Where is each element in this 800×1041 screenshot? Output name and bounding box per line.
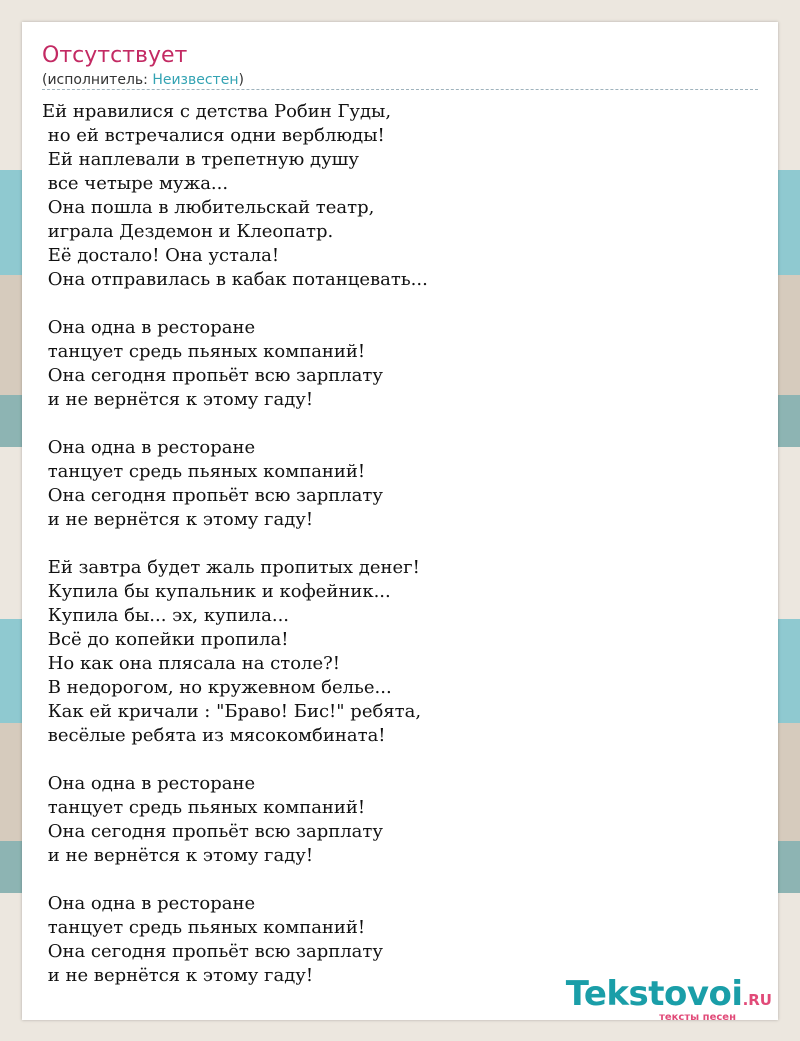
lyric-line: танцует средь пьяных компаний!	[42, 797, 366, 818]
lyric-line: Она отправилась в кабак потанцевать...	[42, 269, 428, 290]
lyric-line: Она одна в ресторане	[42, 437, 256, 458]
lyric-line: Но как она плясала на столе?!	[42, 653, 341, 674]
lyric-line: Как ей кричали : "Браво! Бис!" ребята,	[42, 701, 422, 722]
lyric-line: Она сегодня пропьёт всю зарплату	[42, 821, 383, 842]
song-title: Отсутствует	[42, 43, 188, 68]
lyric-line	[42, 412, 758, 436]
lyric-line	[42, 292, 758, 316]
lyric-line: весёлые ребята из мясокомбината!	[42, 725, 386, 746]
divider	[42, 89, 758, 90]
lyric-line: танцует средь пьяных компаний!	[42, 341, 366, 362]
lyric-line: Всё до копейки пропила!	[42, 629, 289, 650]
logo-tld: .RU	[742, 991, 772, 1009]
lyric-line: играла Дездемон и Клеопатр.	[42, 221, 334, 242]
lyrics-text	[42, 100, 758, 988]
artist-link[interactable]: Неизвестен	[152, 72, 239, 88]
site-logo[interactable]	[565, 974, 772, 1023]
lyric-line	[42, 748, 758, 772]
lyric-line: Она одна в ресторане	[42, 317, 256, 338]
lyric-line: и не вернётся к этому гаду!	[42, 845, 314, 866]
artist-suffix: )	[238, 72, 244, 88]
artist-line	[42, 71, 244, 89]
artist-prefix: (исполнитель:	[42, 72, 153, 88]
lyric-line: и не вернётся к этому гаду!	[42, 389, 314, 410]
lyric-line: Она сегодня пропьёт всю зарплату	[42, 485, 383, 506]
lyric-line: Она одна в ресторане	[42, 773, 256, 794]
lyric-line: Ей завтра будет жаль пропитых денег!	[42, 557, 420, 578]
lyric-line: и не вернётся к этому гаду!	[42, 965, 314, 986]
lyric-line: танцует средь пьяных компаний!	[42, 917, 366, 938]
lyrics-card	[22, 22, 778, 1023]
lyric-line: Она сегодня пропьёт всю зарплату	[42, 941, 383, 962]
logo-tagline: тексты песен	[659, 1012, 736, 1023]
lyric-line	[42, 868, 758, 892]
lyric-line: Купила бы купальник и кофейник...	[42, 581, 391, 602]
lyric-line: Она пошла в любительскай театр,	[42, 197, 375, 218]
logo-wordmark: Tekstovoi	[565, 974, 743, 1014]
lyric-line: и не вернётся к этому гаду!	[42, 509, 314, 530]
lyric-line: Ей нравилися с детства Робин Гуды,	[42, 101, 392, 122]
lyric-line: Она сегодня пропьёт всю зарплату	[42, 365, 383, 386]
lyric-line: Ей наплевали в трепетную душу	[42, 149, 359, 170]
lyric-line: но ей встречалися одни верблюды!	[42, 125, 385, 146]
lyric-line: танцует средь пьяных компаний!	[42, 461, 366, 482]
lyric-line: Она одна в ресторане	[42, 893, 256, 914]
lyric-line: все четыре мужа...	[42, 173, 229, 194]
lyric-line: В недорогом, но кружевном белье...	[42, 677, 392, 698]
lyric-line: Купила бы... эх, купила...	[42, 605, 290, 626]
lyric-line	[42, 532, 758, 556]
lyric-line: Её достало! Она устала!	[42, 245, 280, 266]
